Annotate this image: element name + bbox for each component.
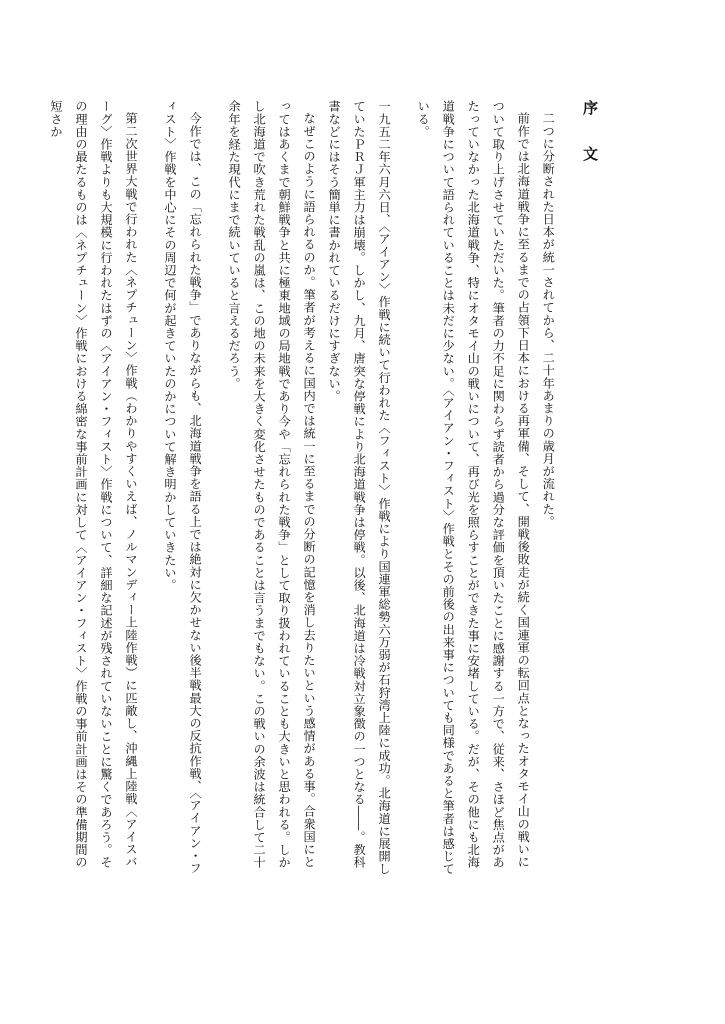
paragraph-4: なぜこのように語られるのか。筆者が考えるに国内では統一に至るまでの分断の記憶を消し去りたいという感情がある事。合衆国にとってはあくまで朝鮮戦争と共に極東地域の局地戦であり今や「忘れられた戦争」として取り扱われていることも大きいと思われる。しかし北海道で吹き荒れた戦乱の嵐は、この地の未来を大きく変化させたものであることは言うまでもない。この戦いの余波は統合して二十余年を経た現代にまで続いていると言えるだろう。: [227, 100, 317, 869]
vertical-text-body: [48, 100, 605, 880]
paragraph-2: 前作では北海道戦争に至るまでの占領下日本における再軍備、そして、開戦後敗走が続く国連軍の転回点となったオタモイ山の戦いについて取り上げさせていただいた。筆者の力不足に関わらず読者から過分な評価を頂いたことに感謝する一方で、従来、さほど焦点があたっていなかった北海道戦争、特にオタモイ山の戦いについて、再び光を照らすことができた事に安堵している。だが、その他にも北海道戦争について語られていることは未だに少ない。〈アイアン・フィスト〉作戦とその前後の出来事についても同様であると筆者は感じている。: [416, 100, 531, 876]
preface-heading: 序 文: [581, 100, 599, 169]
paragraph-1: 二つに分断された日本が統一されてから、二十年あまりの歳月が流れた。: [541, 112, 556, 528]
paragraph-5: 今作では、この「忘れられた戦争」でありながらも、北海道戦争を語る上では絶対に欠かせない後半戦最大の反抗作戦、〈アイアン・フィスト〉作戦を中心にその周辺で何が起きていたのかについて解き明かしていきたい。: [163, 100, 203, 875]
paragraph-6: 第二次世界大戦で行われた〈ネプチューン〉作戦（わかりやすくいえば、ノルマンディー上陸作戦）に匹敵し、沖縄上陸戦〈アイスバーグ〉作戦よりも大規模に行われたはずの〈アイアン・フィスト〉作戦について、詳細な記述が残されていないことに驚くであろう。その理由の最たるものは〈ネプチューン〉作戦における綿密な事前計画に対して〈アイアン・フィスト〉作戦の事前計画はその準備期間の短さか: [48, 100, 139, 869]
paragraph-3: 一九五二年六月六日、〈アイアン〉作戦に続いて行われた〈フィスト〉作戦により国連軍総勢六万弱が石狩湾上陸に成功。北海道に展開していたＰＲＪ軍主力は崩壊。しかし、九月、唐突な停戦により北海道戦争は停戦。以後、北海道は冷戦対立象徴の一つとなる――。教科書などにはそう簡単に書かれているだけにすぎない。: [327, 100, 392, 876]
